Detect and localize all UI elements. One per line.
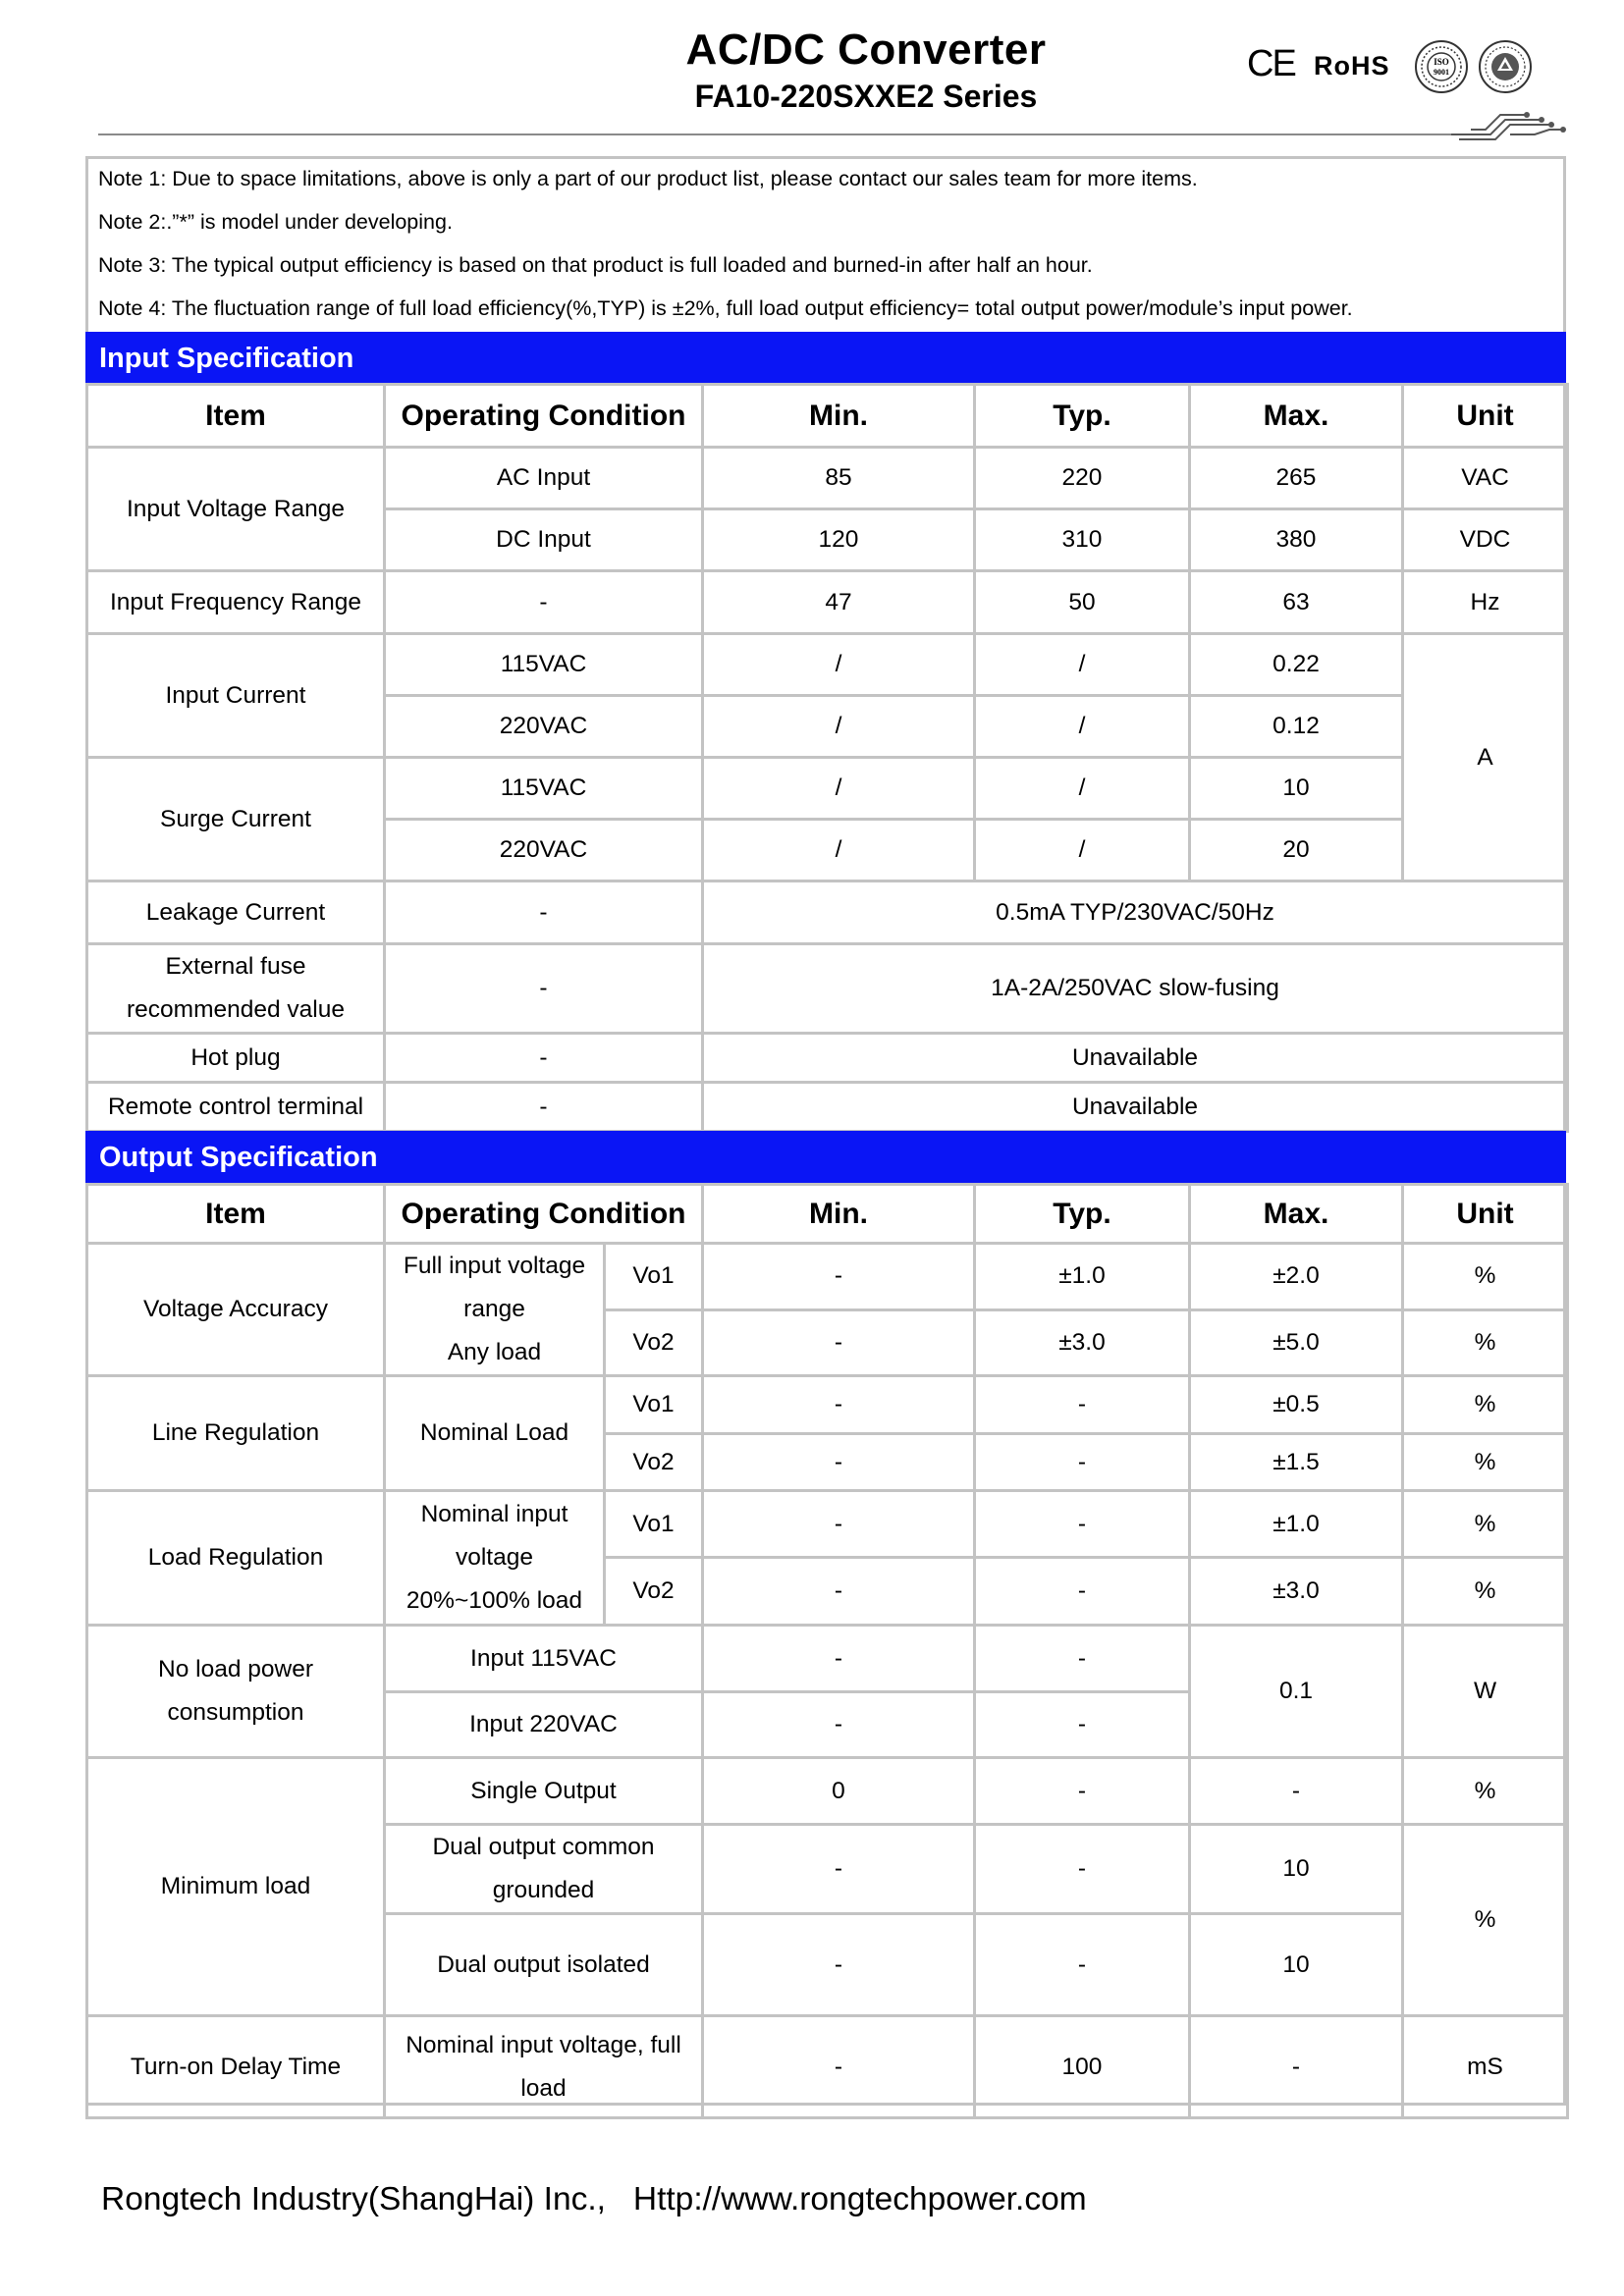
cell-output: Vo1 — [605, 1244, 703, 1310]
cell-max: 0.1 — [1190, 1626, 1403, 1758]
table-row — [87, 448, 1568, 509]
row-label: Surge Current — [87, 758, 385, 881]
condition-line-2: load — [520, 2074, 567, 2102]
cell-condition — [385, 2016, 703, 2118]
document-title: AC/DC Converter — [685, 26, 1047, 74]
cell-condition: Input 115VAC — [385, 1626, 703, 1692]
cell-min: - — [703, 1626, 975, 1692]
table-row — [87, 1034, 1568, 1083]
svg-text:ISO: ISO — [1434, 57, 1449, 67]
cell-typ: 50 — [975, 571, 1190, 634]
condition-line-2: grounded — [492, 1877, 595, 1903]
cell-typ: 220 — [975, 448, 1190, 509]
series-name: FA10-220SXXE2 Series — [694, 79, 1038, 114]
cell-min: 120 — [703, 509, 975, 571]
cell-condition: - — [385, 881, 703, 944]
table-row — [87, 1758, 1568, 1825]
cell-condition: DC Input — [385, 509, 703, 571]
table-row — [87, 571, 1568, 634]
row-label: Turn-on Delay Time — [87, 2016, 385, 2118]
footer-company: Rongtech Industry(ShangHai) Inc., — [101, 2181, 606, 2217]
cell-typ: - — [975, 1434, 1190, 1491]
cell-unit: % — [1403, 1558, 1568, 1626]
cell-max: ±3.0 — [1190, 1558, 1403, 1626]
cell-unit: A — [1403, 634, 1568, 881]
note-1: Note 1: Due to space limitations, above is only a part of our product list, please contact our sales team for more items. — [98, 167, 1198, 190]
cell-unit: % — [1403, 1825, 1568, 2016]
cell-min: 0 — [703, 1758, 975, 1825]
col-min: Min. — [703, 1185, 975, 1244]
cell-typ: / — [975, 758, 1190, 820]
footer — [101, 2181, 1087, 2218]
cell-condition: 220VAC — [385, 820, 703, 881]
cell-value: 1A-2A/250VAC slow-fusing — [703, 944, 1568, 1034]
cell-condition — [385, 1244, 605, 1376]
col-min: Min. — [703, 385, 975, 448]
cell-max: - — [1190, 2016, 1403, 2118]
condition-line-1: Nominal input voltage, full — [406, 2031, 681, 2058]
col-unit: Unit — [1403, 385, 1568, 448]
cell-output: Vo1 — [605, 1491, 703, 1558]
table-header-row — [87, 385, 1568, 448]
cell-unit: % — [1403, 1244, 1568, 1310]
note-2: Note 2:.”*” is model under developing. — [98, 210, 453, 234]
table-row — [87, 634, 1568, 696]
table-row — [87, 1376, 1568, 1434]
col-max: Max. — [1190, 385, 1403, 448]
cell-max: 0.12 — [1190, 696, 1403, 758]
cell-output: Vo2 — [605, 1309, 703, 1376]
cell-condition: 115VAC — [385, 634, 703, 696]
cell-condition: - — [385, 944, 703, 1034]
cell-typ: - — [975, 1558, 1190, 1626]
cell-max: 10 — [1190, 758, 1403, 820]
cell-min: - — [703, 1244, 975, 1310]
cell-max: - — [1190, 1758, 1403, 1825]
cell-min: - — [703, 1692, 975, 1758]
cell-typ: / — [975, 820, 1190, 881]
cell-typ: / — [975, 634, 1190, 696]
col-typ: Typ. — [975, 385, 1190, 448]
cell-condition — [385, 1825, 703, 1914]
cell-min: - — [703, 1491, 975, 1558]
footer-url[interactable]: Http://www.rongtechpower.com — [632, 2181, 1087, 2217]
cell-output: Vo2 — [605, 1434, 703, 1491]
cell-typ: 310 — [975, 509, 1190, 571]
cell-max: 380 — [1190, 509, 1403, 571]
cell-min: 85 — [703, 448, 975, 509]
cell-typ: ±3.0 — [975, 1309, 1190, 1376]
cell-typ: - — [975, 1692, 1190, 1758]
row-label-line-2: recommended value — [127, 996, 345, 1023]
cell-condition: 220VAC — [385, 696, 703, 758]
cell-max: ±1.5 — [1190, 1434, 1403, 1491]
cell-max: ±5.0 — [1190, 1309, 1403, 1376]
cell-max: 0.22 — [1190, 634, 1403, 696]
cell-condition: 115VAC — [385, 758, 703, 820]
cell-min: / — [703, 758, 975, 820]
cell-max: ±2.0 — [1190, 1244, 1403, 1310]
output-spec-heading: Output Specification — [85, 1131, 1566, 1184]
condition-line-3: 20%~100% load — [406, 1587, 583, 1614]
row-label-line-1: No load power — [158, 1656, 313, 1682]
cell-unit: % — [1403, 1309, 1568, 1376]
col-condition: Operating Condition — [385, 1185, 703, 1244]
cell-min: - — [703, 1558, 975, 1626]
table-header-row — [87, 1185, 1568, 1244]
row-label: Load Regulation — [87, 1491, 385, 1626]
cell-min: / — [703, 820, 975, 881]
output-spec-table — [85, 1183, 1569, 2119]
cell-max: 20 — [1190, 820, 1403, 881]
cell-max: 10 — [1190, 1914, 1403, 2016]
circuit-trace-icon — [1451, 108, 1569, 141]
cell-max: ±0.5 — [1190, 1376, 1403, 1434]
cell-typ: / — [975, 696, 1190, 758]
row-label: Input Frequency Range — [87, 571, 385, 634]
table-row — [87, 881, 1568, 944]
condition-line-1: Nominal input — [420, 1501, 568, 1527]
note-3: Note 3: The typical output efficiency is based on that product is full loaded and burned-in after half an hour. — [98, 253, 1093, 277]
cell-unit: VAC — [1403, 448, 1568, 509]
cell-condition — [385, 1491, 605, 1626]
row-label: Leakage Current — [87, 881, 385, 944]
cell-typ: - — [975, 1376, 1190, 1434]
cell-value: Unavailable — [703, 1034, 1568, 1083]
col-typ: Typ. — [975, 1185, 1190, 1244]
cell-unit: % — [1403, 1491, 1568, 1558]
col-condition: Operating Condition — [385, 385, 703, 448]
input-spec-heading: Input Specification — [85, 332, 1566, 385]
col-unit: Unit — [1403, 1185, 1568, 1244]
cell-max: 10 — [1190, 1825, 1403, 1914]
cell-min: - — [703, 2016, 975, 2118]
cell-unit: % — [1403, 1758, 1568, 1825]
condition-line-1: Full input voltage — [403, 1253, 586, 1279]
cell-condition: - — [385, 1034, 703, 1083]
cell-max: 265 — [1190, 448, 1403, 509]
table-row — [87, 1491, 1568, 1558]
row-label — [87, 944, 385, 1034]
cell-condition: - — [385, 1083, 703, 1132]
table-row — [87, 1626, 1568, 1692]
row-label: Voltage Accuracy — [87, 1244, 385, 1376]
cell-condition: Dual output isolated — [385, 1914, 703, 2016]
cell-typ: 100 — [975, 2016, 1190, 2118]
cell-typ: - — [975, 1491, 1190, 1558]
cell-min: - — [703, 1914, 975, 2016]
cell-min: - — [703, 1825, 975, 1914]
table-row — [87, 1083, 1568, 1132]
row-label-line-2: consumption — [167, 1699, 304, 1726]
cell-condition: Single Output — [385, 1758, 703, 1825]
row-label: Hot plug — [87, 1034, 385, 1083]
cell-unit: Hz — [1403, 571, 1568, 634]
note-4: Note 4: The fluctuation range of full load efficiency(%,TYP) is ±2%, full load output efficiency= total output power/module’s input power. — [98, 296, 1353, 320]
row-label: Input Voltage Range — [87, 448, 385, 571]
cell-max: 63 — [1190, 571, 1403, 634]
ce-mark-icon: CE — [1247, 43, 1295, 84]
cell-typ: - — [975, 1758, 1190, 1825]
table-row — [87, 1244, 1568, 1310]
cell-typ: - — [975, 1626, 1190, 1692]
cell-min: - — [703, 1376, 975, 1434]
cell-min: - — [703, 1434, 975, 1491]
col-item: Item — [87, 1185, 385, 1244]
cell-min: - — [703, 1309, 975, 1376]
cell-typ: - — [975, 1914, 1190, 2016]
cell-min: / — [703, 696, 975, 758]
cell-output: Vo1 — [605, 1376, 703, 1434]
row-label: Input Current — [87, 634, 385, 758]
cell-unit: mS — [1403, 2016, 1568, 2118]
cell-value: 0.5mA TYP/230VAC/50Hz — [703, 881, 1568, 944]
row-label: Minimum load — [87, 1758, 385, 2016]
row-label — [87, 1626, 385, 1758]
cell-typ: - — [975, 1825, 1190, 1914]
condition-line-2: range — [463, 1296, 525, 1322]
cell-min: / — [703, 634, 975, 696]
header-divider — [98, 133, 1463, 135]
col-max: Max. — [1190, 1185, 1403, 1244]
cell-condition: Nominal Load — [385, 1376, 605, 1491]
input-spec-table — [85, 383, 1569, 1133]
cell-unit: % — [1403, 1434, 1568, 1491]
col-item: Item — [87, 385, 385, 448]
cell-condition: Input 220VAC — [385, 1692, 703, 1758]
cell-typ: ±1.0 — [975, 1244, 1190, 1310]
iso-9001-badge-icon — [1414, 39, 1469, 94]
svg-text:9001: 9001 — [1434, 68, 1449, 77]
cell-unit: VDC — [1403, 509, 1568, 571]
cell-unit: % — [1403, 1376, 1568, 1434]
cell-condition: - — [385, 571, 703, 634]
rohs-mark-icon: RoHS — [1314, 51, 1390, 80]
cell-value: Unavailable — [703, 1083, 1568, 1132]
table-row — [87, 758, 1568, 820]
table-row — [87, 944, 1568, 1034]
row-label-line-1: External fuse — [165, 953, 306, 980]
row-label: Line Regulation — [87, 1376, 385, 1491]
cell-min: 47 — [703, 571, 975, 634]
table-row — [87, 2016, 1568, 2118]
condition-line-2: voltage — [455, 1544, 533, 1571]
condition-line-1: Dual output common — [432, 1834, 655, 1860]
quality-seal-badge-icon — [1478, 39, 1533, 94]
cell-output: Vo2 — [605, 1558, 703, 1626]
cell-max: ±1.0 — [1190, 1491, 1403, 1558]
cell-condition: AC Input — [385, 448, 703, 509]
cell-unit: W — [1403, 1626, 1568, 1758]
condition-line-3: Any load — [447, 1339, 542, 1365]
row-label: Remote control terminal — [87, 1083, 385, 1132]
